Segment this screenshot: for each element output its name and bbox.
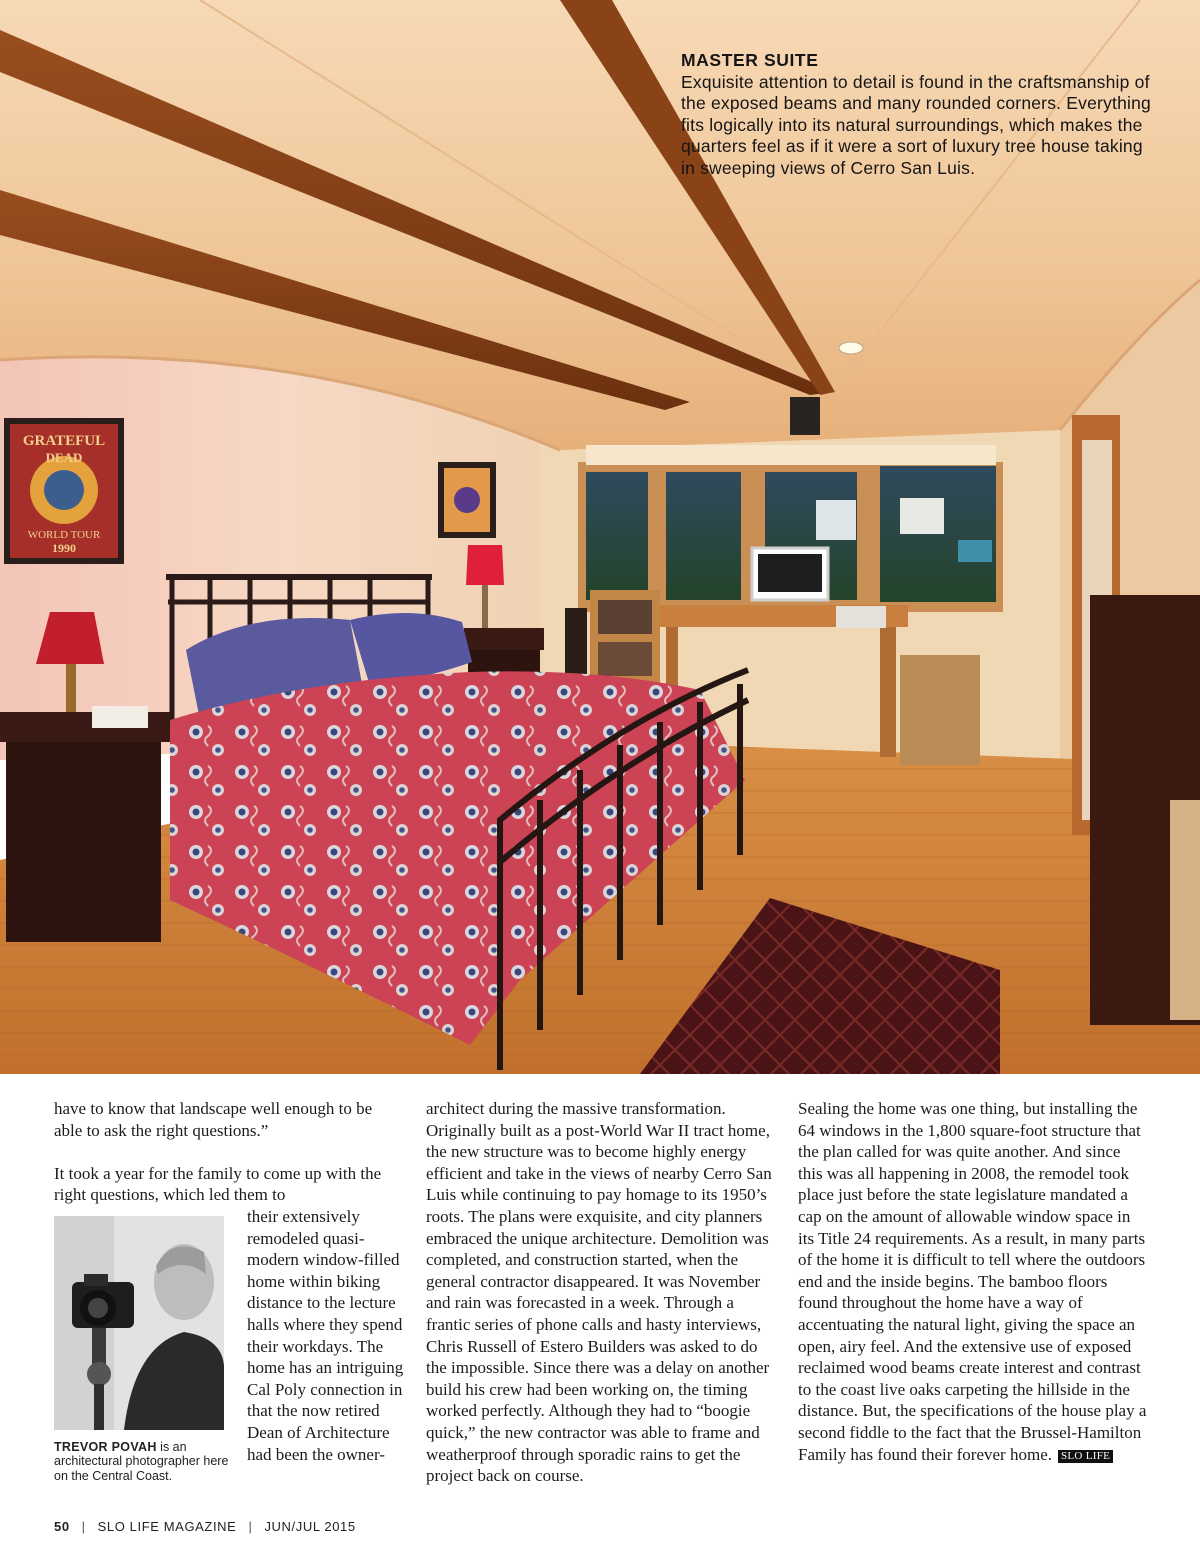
paragraph: architect during the massive transformation. Originally built as a post-World War II tract home, the new structure was to become highly energy efficient and take in the views of nearby Cerro San Luis while continuing to pay homage to its 1950’s roots. The plans were exquisite, and city planners embraced the unique architecture. Demolition was completed, and construction started, when the general contractor disappeared. It was November and rain was forecasted in a week. Through a frantic series of phone calls and hasty interviews, Chris Russell of Estero Builders was asked to do the impossible. Since there was a delay on another build his crew had been working on, the timing worked perfectly. Although they had to “boogie quick,” the new contractor was able to frame and weatherproof through sporadic rains to get the project back on course. <box>426 1099 772 1486</box>
svg-text:WORLD TOUR: WORLD TOUR <box>27 529 101 541</box>
caption-title: MASTER SUITE <box>681 50 819 70</box>
article-column-3 <box>798 1098 1148 1465</box>
footer-separator: | <box>248 1519 253 1534</box>
photographer-portrait <box>54 1216 224 1430</box>
page-number: 50 <box>54 1519 70 1534</box>
issue-date: JUN/JUL 2015 <box>264 1519 356 1534</box>
photographer-bio <box>54 1440 244 1483</box>
paragraph <box>798 1098 1148 1465</box>
svg-text:GRATEFUL: GRATEFUL <box>22 433 106 449</box>
article-column-1 <box>54 1098 399 1206</box>
paragraph: have to know that landscape well enough to be able to ask the right questions.” <box>54 1099 373 1140</box>
svg-text:1990: 1990 <box>52 541 76 555</box>
bio-text: is an architectural photographer here on the Central Coast. <box>54 1440 229 1483</box>
bio-name: TREVOR POVAH <box>54 1440 157 1454</box>
grateful-dead-poster <box>4 418 124 564</box>
article-column-2 <box>426 1098 778 1487</box>
page-footer <box>54 1519 356 1534</box>
article-column-1-wrap: their extensively remodeled quasi-modern window-filled home within biking distance to the lecture halls where they spend their workdays. The home has an intriguing Cal Poly connection in that the now retired Dean of Architecture had been the owner- <box>247 1207 404 1464</box>
end-mark-logo: SLO LIFE <box>1058 1450 1113 1463</box>
svg-text:DEAD: DEAD <box>45 450 83 465</box>
paragraph-text: Sealing the home was one thing, but installing the 64 windows in the 1,800 square-foot structure that the plan called for was quite another. And since this was all happening in 2008, the remodel took place just before the state legislature mandated a cap on the amount of allowable window space in its Title 24 requirements. As a result, in many parts of the home it is difficult to tell where the outdoors end and the inside begins. The bamboo floors found throughout the home have a way of accentuating the natural light, giving the space an open, airy feel. And the extensive use of exposed reclaimed wood beams create interest and contrast to the coast live oaks carpeting the hillside in the distance. But, the specifications of the house play a second fiddle to the fact that the Brussel-Hamilton Family has found their forever home. <box>798 1099 1147 1464</box>
photo-caption <box>681 50 1161 180</box>
magazine-name: SLO LIFE MAGAZINE <box>97 1519 237 1534</box>
footer-separator: | <box>81 1519 86 1534</box>
paragraph: It took a year for the family to come up with the right questions, which led them to <box>54 1163 382 1205</box>
caption-text: Exquisite attention to detail is found in the craftsmanship of the exposed beams and many rounded corners. Everything fits logically into its natural surroundings, which makes the quarters feel as if it were a sort of luxury tree house taking in sweeping views of Cerro San Luis. <box>681 71 1151 178</box>
